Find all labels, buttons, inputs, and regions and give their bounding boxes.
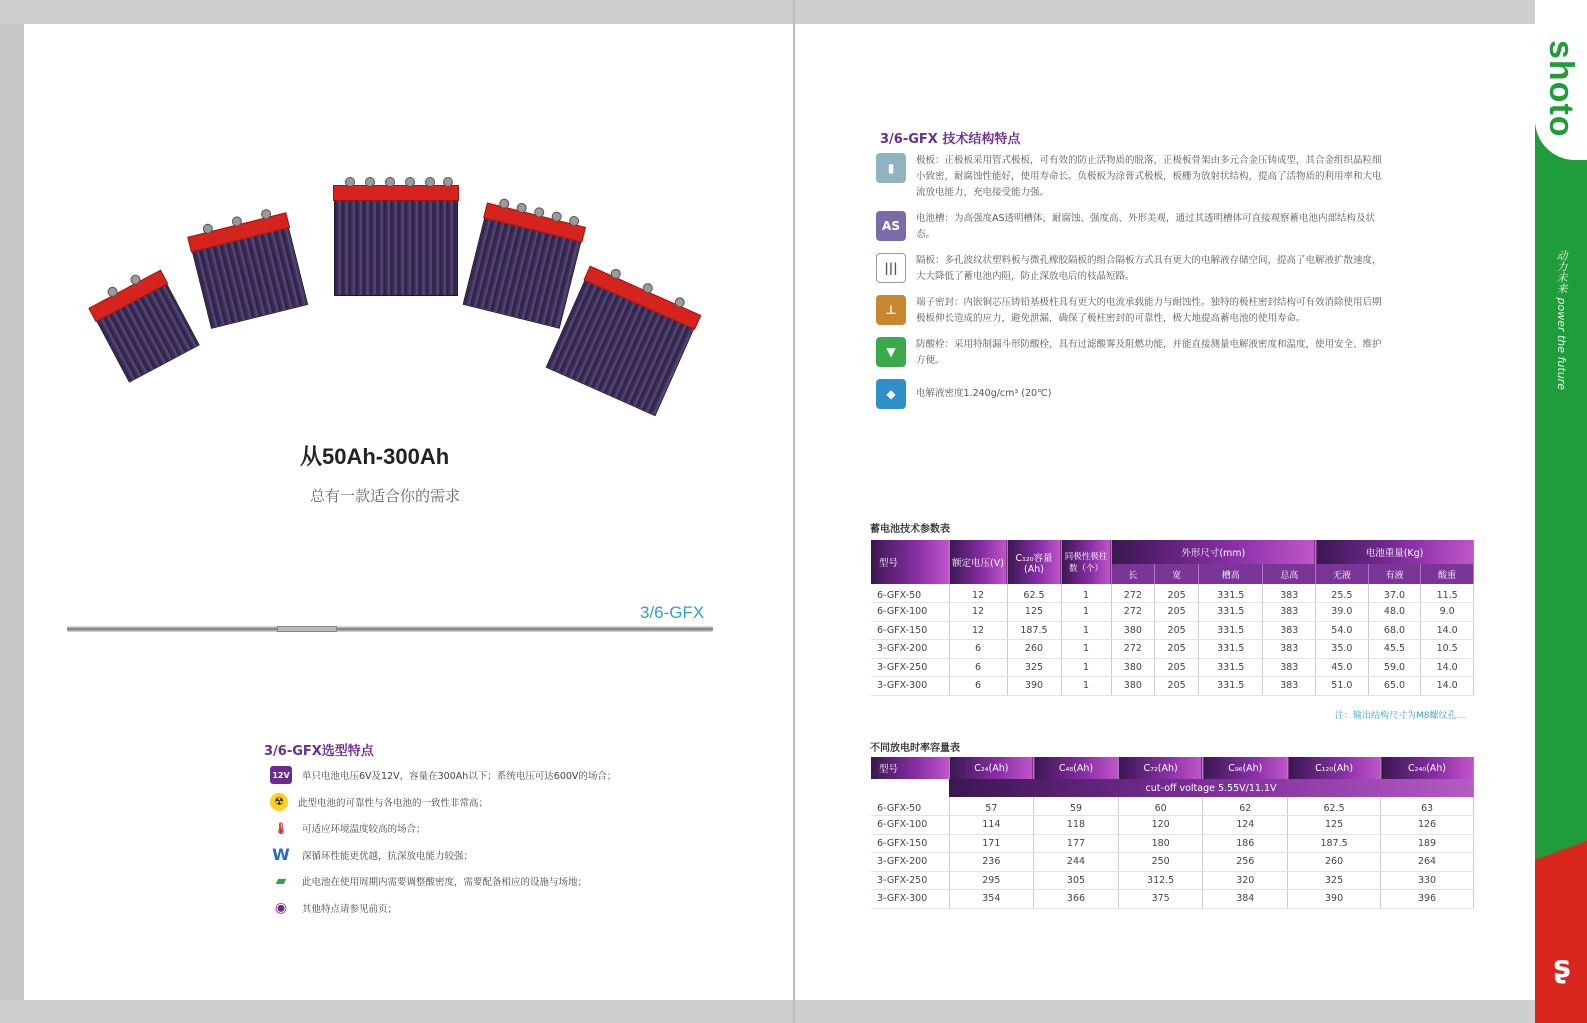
table-cell: 11.5: [1421, 584, 1474, 603]
table-cell: 6: [949, 677, 1007, 696]
table-cell: 45.5: [1368, 640, 1421, 659]
table-cell: 180: [1118, 834, 1203, 853]
wave-icon: W: [272, 845, 290, 865]
rate-col-header: C₉₆(Ah): [1203, 757, 1288, 779]
table-row: [871, 621, 1474, 640]
table-row: [871, 834, 1474, 853]
table-cell: 366: [1034, 890, 1119, 909]
table-cell: 6-GFX-150: [871, 621, 949, 640]
table-cell: 354: [949, 890, 1034, 909]
plate-icon: ▮: [876, 153, 906, 183]
table-cell: 331.5: [1199, 640, 1263, 659]
eye-icon: ◉: [274, 899, 288, 916]
table-cell: 205: [1155, 658, 1199, 677]
table-cell: 118: [1034, 816, 1119, 835]
table-cell: 37.0: [1368, 584, 1421, 603]
brand-red-band: [1535, 780, 1587, 1023]
table-cell: 3-GFX-200: [871, 640, 949, 659]
table-cell: 14.0: [1421, 621, 1474, 640]
separator-icon: |||: [876, 253, 906, 283]
table-cell: 383: [1263, 677, 1316, 696]
brand-slogan: 动力未来 power the future: [1555, 250, 1568, 390]
table-cell: 124: [1203, 816, 1288, 835]
table-cell: 331.5: [1199, 603, 1263, 622]
table-cell: 205: [1155, 640, 1199, 659]
table-cell: 1: [1061, 603, 1111, 622]
table-cell: 125: [1007, 603, 1061, 622]
table-cell: 331.5: [1199, 584, 1263, 603]
thermometer-icon: 🌡: [274, 821, 288, 835]
table-cell: 126: [1381, 816, 1474, 835]
table-cell: 383: [1263, 584, 1316, 603]
table-cell: 236: [949, 853, 1034, 872]
rate-col-header: C₂₄(Ah): [949, 757, 1034, 779]
tech-item: ||| 隔板：多孔波纹状塑料板与微孔橡胶隔板的组合隔板方式具有更大的电解液存储空间，提高了电解液扩散速度，大大降低了蓄电池内阻，防止深放电后的枝晶短路。: [876, 253, 1386, 285]
table-cell: 205: [1155, 677, 1199, 696]
capacity-title: 从50Ah-300Ah: [300, 444, 450, 469]
table-cell: 325: [1007, 658, 1061, 677]
table-cell: 6: [949, 658, 1007, 677]
table-cell: 12: [949, 584, 1007, 603]
table-row: [871, 816, 1474, 835]
table-row: [871, 677, 1474, 696]
table-cell: 187.5: [1288, 834, 1381, 853]
bottom-margin: [0, 1000, 1535, 1023]
tech-title: 3/6-GFX 技术结构特点: [880, 132, 1021, 147]
table-cell: 250: [1118, 853, 1203, 872]
table-cell: 312.5: [1118, 871, 1203, 890]
spec-table: [871, 540, 1474, 696]
spec-table-body: [871, 584, 1474, 695]
table-cell: 396: [1381, 890, 1474, 909]
electrolyte-icon: ◆: [876, 379, 906, 409]
table-cell: 48.0: [1368, 603, 1421, 622]
spec-table-title: 蓄电池技术参数表: [870, 524, 950, 535]
table-cell: 260: [1007, 640, 1061, 659]
col-width: 宽: [1155, 564, 1199, 584]
table-cell: 54.0: [1316, 621, 1369, 640]
tech-list: [876, 153, 1386, 419]
table-cell: 63: [1381, 797, 1474, 816]
table-cell: 14.0: [1421, 658, 1474, 677]
tech-item: ▼ 防酸栓：采用特制漏斗形防酸栓，具有过滤酸雾及阻燃功能，并能直接测量电解液密度和温度，使用安全、维护方便。: [876, 337, 1386, 369]
table-cell: 6-GFX-50: [871, 584, 949, 603]
table-cell: 6-GFX-100: [871, 816, 949, 835]
rate-col-header: C₄₈(Ah): [1034, 757, 1119, 779]
table-cell: 331.5: [1199, 677, 1263, 696]
table-cell: 380: [1111, 677, 1155, 696]
tech-item: ⊥ 端子密封：内嵌铜芯压铸铅基极柱具有更大的电流承载能力与耐蚀性。独特的极柱密封结构可有效消除使用后期极板伸长造成的应力，避免泄漏，确保了极柱密封的可靠性，极大地提高蓄电池的使用寿命。: [876, 295, 1386, 327]
feature-item: ◉ 其他特点请参见前页；: [270, 895, 616, 922]
top-margin: [0, 0, 1535, 24]
table-cell: 114: [949, 816, 1034, 835]
table-cell: 39.0: [1316, 603, 1369, 622]
table-cell: 59.0: [1368, 658, 1421, 677]
table-cell: 331.5: [1199, 621, 1263, 640]
as-container-icon: AS: [876, 211, 906, 241]
features-list: [270, 762, 616, 921]
table-cell: 6-GFX-100: [871, 603, 949, 622]
table-cell: 295: [949, 871, 1034, 890]
col-poles: 同极性极柱数（个）: [1061, 540, 1111, 584]
table-cell: 305: [1034, 871, 1119, 890]
table-cell: 380: [1111, 621, 1155, 640]
brand-logo: shoto: [1542, 40, 1580, 138]
table-cell: 330: [1381, 871, 1474, 890]
rate-col-header: C₇₂(Ah): [1118, 757, 1203, 779]
table-cell: 186: [1203, 834, 1288, 853]
table-cell: 125: [1288, 816, 1381, 835]
voltage-12v-icon: 12V: [270, 766, 292, 784]
table-cell: 45.0: [1316, 658, 1369, 677]
table-cell: 383: [1263, 621, 1316, 640]
col-acid: 酸重: [1421, 564, 1474, 584]
battery-3: [334, 200, 458, 296]
table-cell: 1: [1061, 621, 1111, 640]
feature-item: ☢ 此型电池的可靠性与各电池的一致性非常高；: [270, 789, 616, 816]
col-total-height: 总高: [1263, 564, 1316, 584]
vent-plug-icon: ▼: [876, 337, 906, 367]
rate-col-header: C₂₄₀(Ah): [1381, 757, 1474, 779]
divider-bar: [67, 626, 713, 632]
rate-col-header: 型号: [871, 757, 949, 779]
table-cell: 1: [1061, 640, 1111, 659]
tech-item: ▮ 极板：正极板采用管式极板，可有效的防止活物质的脱落，正极板骨架由多元合金压铸成型，其合金组织晶粒细小致密，耐腐蚀性能好，使用寿命长。负极板为涂膏式极板，板栅为放射状结构，提高了活物质的利用率和大电流放电能力，充电接受能力强。: [876, 153, 1386, 201]
table-cell: 1: [1061, 584, 1111, 603]
rate-table-title: 不同放电时率容量表: [870, 743, 960, 754]
col-box-height: 槽高: [1199, 564, 1263, 584]
table-cell: 6-GFX-50: [871, 797, 949, 816]
table-row: [871, 871, 1474, 890]
table-cell: 12: [949, 621, 1007, 640]
table-cell: 383: [1263, 658, 1316, 677]
table-row: [871, 584, 1474, 603]
table-cell: 383: [1263, 603, 1316, 622]
table-cell: 3-GFX-250: [871, 871, 949, 890]
table-cell: 264: [1381, 853, 1474, 872]
capacity-subtitle: 总有一款适合你的需求: [310, 487, 461, 505]
rate-table: [871, 757, 1474, 909]
feature-item: W 深循环性能更优越，抗深放电能力较强；: [270, 842, 616, 869]
table-cell: 272: [1111, 640, 1155, 659]
table-row: [871, 603, 1474, 622]
table-cell: 177: [1034, 834, 1119, 853]
table-row: [871, 640, 1474, 659]
table-cell: 14.0: [1421, 677, 1474, 696]
table-cell: 187.5: [1007, 621, 1061, 640]
table-cell: 62.5: [1007, 584, 1061, 603]
col-wet: 有液: [1368, 564, 1421, 584]
table-cell: 12: [949, 603, 1007, 622]
table-row: [871, 658, 1474, 677]
table-cell: 3-GFX-300: [871, 677, 949, 696]
table-cell: 6: [949, 640, 1007, 659]
feature-item: 12V 单只电池电压6V及12V，容量在300Ah以下；系统电压可达600V的场合；: [270, 762, 616, 789]
table-cell: 62: [1203, 797, 1288, 816]
table-cell: 205: [1155, 621, 1199, 640]
table-cell: 57: [949, 797, 1034, 816]
tech-item: ◆ 电解液密度1.240g/cm³ (20℃): [876, 379, 1386, 409]
table-cell: 3-GFX-250: [871, 658, 949, 677]
table-cell: 59: [1034, 797, 1119, 816]
table-cell: 205: [1155, 584, 1199, 603]
table-row: [871, 853, 1474, 872]
model-tag: 3/6-GFX: [640, 603, 705, 622]
terminal-seal-icon: ⊥: [876, 295, 906, 325]
col-model: 型号: [871, 540, 949, 584]
cutoff-voltage: cut-off voltage 5.55V/11.1V: [949, 779, 1474, 797]
table-cell: 390: [1007, 677, 1061, 696]
table-cell: 171: [949, 834, 1034, 853]
table-cell: 375: [1118, 890, 1203, 909]
table-cell: 1: [1061, 677, 1111, 696]
table-cell: 205: [1155, 603, 1199, 622]
table-cell: 272: [1111, 584, 1155, 603]
table-cell: 25.5: [1316, 584, 1369, 603]
table-cell: 60: [1118, 797, 1203, 816]
col-length: 长: [1111, 564, 1155, 584]
table-cell: 256: [1203, 853, 1288, 872]
battery-icon: ▰: [275, 873, 287, 890]
table-cell: 68.0: [1368, 621, 1421, 640]
table-cell: 380: [1111, 658, 1155, 677]
table-cell: 331.5: [1199, 658, 1263, 677]
rate-col-header: C₁₂₀(Ah): [1288, 757, 1381, 779]
col-voltage: 额定电压(V): [949, 540, 1007, 584]
table-cell: 6-GFX-150: [871, 834, 949, 853]
table-cell: 244: [1034, 853, 1119, 872]
page-fold: [793, 0, 795, 1023]
divider-knob: [277, 626, 337, 632]
col-weight: 电池重量(Kg): [1316, 540, 1474, 564]
table-cell: 383: [1263, 640, 1316, 659]
table-row: [871, 890, 1474, 909]
col-dims: 外形尺寸(mm): [1111, 540, 1316, 564]
table-cell: 320: [1203, 871, 1288, 890]
feature-item: 🌡 可适应环境温度较高的场合；: [270, 815, 616, 842]
table-row: [871, 797, 1474, 816]
table-cell: 10.5: [1421, 640, 1474, 659]
table-cell: 65.0: [1368, 677, 1421, 696]
table-cell: 35.0: [1316, 640, 1369, 659]
brand-strip: [1535, 0, 1587, 1023]
tech-item: AS 电池槽：为高强度AS透明槽体，耐腐蚀、强度高、外形美观，通过其透明槽体可直接观察蓄电池内部结构及状态。: [876, 211, 1386, 243]
rate-header-row: [871, 757, 1474, 779]
table-cell: 325: [1288, 871, 1381, 890]
table-cell: 260: [1288, 853, 1381, 872]
col-dry: 无液: [1316, 564, 1369, 584]
table-cell: 272: [1111, 603, 1155, 622]
table-cell: 9.0: [1421, 603, 1474, 622]
feature-item: ▰ 此电池在使用周期内需要调整酸密度，需要配备相应的设施与场地；: [270, 868, 616, 895]
rate-table-body: [871, 797, 1474, 908]
spec-note: 注：输出结构尺寸为M8螺纹孔…: [1335, 711, 1466, 721]
table-cell: 189: [1381, 834, 1474, 853]
table-cell: 120: [1118, 816, 1203, 835]
brand-mark-icon: ʂ: [1553, 950, 1571, 985]
table-cell: 3-GFX-200: [871, 853, 949, 872]
features-title: 3/6-GFX选型特点: [264, 744, 374, 759]
table-cell: 1: [1061, 658, 1111, 677]
col-capacity: C₁₂₀容量(Ah): [1007, 540, 1061, 584]
table-cell: 390: [1288, 890, 1381, 909]
table-cell: 62.5: [1288, 797, 1381, 816]
table-cell: 51.0: [1316, 677, 1369, 696]
table-cell: 3-GFX-300: [871, 890, 949, 909]
radiation-icon: ☢: [270, 793, 288, 811]
table-cell: 384: [1203, 890, 1288, 909]
